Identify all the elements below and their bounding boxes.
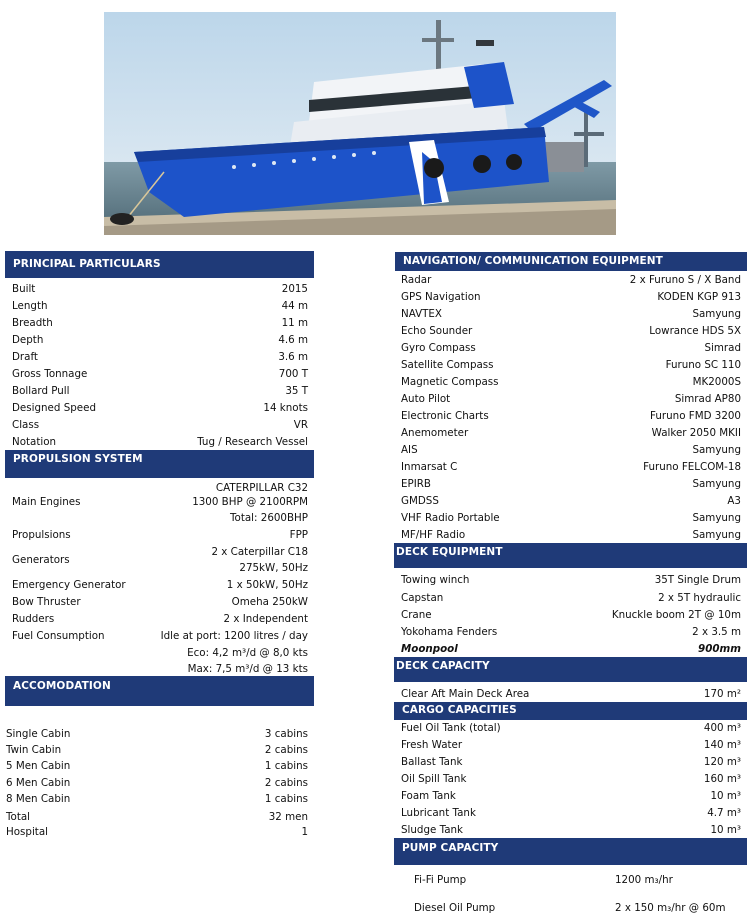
row-value: A3	[727, 495, 741, 507]
accommodation-row	[6, 825, 308, 839]
row-label: Sludge Tank	[401, 824, 463, 836]
row-value: 3 cabins	[264, 728, 308, 740]
propulsion-row	[12, 578, 308, 592]
row-value: Omeha 250kW	[231, 596, 308, 608]
row-label: Satellite Compass	[401, 359, 494, 371]
principal-row	[12, 367, 308, 381]
row-label: Fuel Consumption	[12, 630, 105, 642]
cargo-row	[401, 738, 741, 752]
cargo-capacities-title: CARGO CAPACITIES	[402, 704, 517, 716]
row-label: Class	[12, 419, 40, 431]
row-label: Hospital	[6, 826, 49, 838]
row-value: 2 x Furuno S / X Band	[629, 274, 741, 286]
row-label: Total	[6, 811, 31, 823]
row-value: 1 x 50kW, 50Hz	[226, 579, 308, 591]
navigation-row	[401, 528, 741, 542]
deck-capacity-title: DECK CAPACITY	[396, 660, 490, 672]
principal-row	[12, 333, 308, 347]
row-label: Oil Spill Tank	[401, 773, 467, 785]
row-value: 35T Single Drum	[654, 574, 741, 586]
row-value: 2 x 150 m₃/hr @ 60m	[615, 902, 726, 914]
main-engines-line-3: Total: 2600BHP	[229, 512, 308, 524]
cargo-row	[401, 721, 741, 735]
row-value: 120 m³	[703, 756, 741, 768]
ship-photo-illustration	[104, 12, 616, 235]
accommodation-row	[6, 727, 308, 741]
row-value: Simrad	[704, 342, 741, 354]
deck-equipment-header	[394, 543, 747, 568]
principal-row	[12, 435, 308, 449]
row-value: 160 m³	[703, 773, 741, 785]
row-value: 1200 m₃/hr	[615, 874, 673, 886]
row-label: Single Cabin	[6, 728, 71, 740]
row-value: 140 m³	[703, 739, 741, 751]
accommodation-header	[5, 676, 314, 706]
deck-equipment-row	[401, 608, 741, 622]
deck-equipment-row	[401, 573, 741, 587]
main-engines-line-1: CATERPILLAR C32	[215, 482, 308, 494]
navigation-row	[401, 358, 741, 372]
row-value: 1 cabins	[264, 760, 308, 772]
row-value: Lowrance HDS 5X	[649, 325, 741, 337]
row-value: 2 cabins	[264, 777, 308, 789]
row-value: 400 m³	[703, 722, 741, 734]
row-value: Knuckle boom 2T @ 10m	[611, 609, 741, 621]
navigation-row	[401, 392, 741, 406]
ship-photo	[104, 12, 616, 235]
navigation-row	[401, 443, 741, 457]
principal-particulars-header	[5, 251, 314, 278]
pump-row	[414, 873, 734, 887]
row-label: Clear Aft Main Deck Area	[401, 688, 530, 700]
row-label: Twin Cabin	[6, 744, 62, 756]
row-label: Bollard Pull	[12, 385, 70, 397]
cargo-row	[401, 789, 741, 803]
row-value: 11 m	[281, 317, 308, 329]
principal-row	[12, 316, 308, 330]
row-value: 3.6 m	[278, 351, 308, 363]
row-label: Rudders	[12, 613, 55, 625]
row-label: Fi-Fi Pump	[414, 874, 467, 886]
row-value: 10 m³	[710, 790, 741, 802]
cargo-capacities-header	[394, 702, 747, 720]
generators-line-2: 275kW, 50Hz	[239, 562, 308, 574]
row-value: 900mm	[698, 643, 741, 655]
navigation-row	[401, 477, 741, 491]
principal-row	[12, 282, 308, 296]
row-value: 2 x Independent	[223, 613, 308, 625]
fuel-eco-row: Eco: 4,2 m³/d @ 8,0 kts	[187, 647, 308, 659]
row-label: EPIRB	[401, 478, 431, 490]
row-label: Towing winch	[401, 574, 470, 586]
row-value: 10 m³	[710, 824, 741, 836]
row-label: 6 Men Cabin	[6, 777, 71, 789]
row-value: 4.7 m³	[707, 807, 741, 819]
cargo-row	[401, 823, 741, 837]
accommodation-row	[6, 776, 308, 790]
deck-equipment-row	[401, 591, 741, 605]
row-value: 32 men	[268, 811, 308, 823]
row-value: 4.6 m	[278, 334, 308, 346]
row-value: Samyung	[692, 444, 741, 456]
propulsion-row	[12, 612, 308, 626]
row-value: 44 m	[281, 300, 308, 312]
cargo-row	[401, 755, 741, 769]
pump-capacity-title: PUMP CAPACITY	[402, 842, 499, 854]
row-value: 35 T	[285, 385, 308, 397]
row-label: GPS Navigation	[401, 291, 481, 303]
row-label: Diesel Oil Pump	[414, 902, 496, 914]
deck-equipment-row	[401, 625, 741, 639]
row-value: 2 x 3.5 m	[692, 626, 741, 638]
row-label: Foam Tank	[401, 790, 456, 802]
navigation-header	[395, 252, 747, 271]
row-value: Simrad AP80	[674, 393, 741, 405]
propulsion-row	[12, 595, 308, 609]
generators-label-row: Generators	[12, 554, 70, 566]
row-value: Samyung	[692, 512, 741, 524]
cargo-row	[401, 772, 741, 786]
accommodation-row	[6, 759, 308, 773]
row-label: Gross Tonnage	[12, 368, 88, 380]
row-value: Furuno SC 110	[665, 359, 741, 371]
row-value: KODEN KGP 913	[657, 291, 741, 303]
deck-capacity-header	[394, 657, 747, 682]
row-value: 2 cabins	[264, 744, 308, 756]
navigation-row	[401, 341, 741, 355]
row-label: Echo Sounder	[401, 325, 473, 337]
cargo-row	[401, 806, 741, 820]
row-value: Furuno FMD 3200	[650, 410, 741, 422]
row-label: Lubricant Tank	[401, 807, 476, 819]
row-value: Samyung	[692, 478, 741, 490]
row-label: Radar	[401, 274, 432, 286]
propulsion-system-header	[5, 450, 314, 478]
row-value: 2 x 5T hydraulic	[658, 592, 741, 604]
row-value: 1	[301, 826, 308, 838]
navigation-row	[401, 273, 741, 287]
principal-row	[12, 299, 308, 313]
navigation-row	[401, 307, 741, 321]
principal-particulars-title: PRINCIPAL PARTICULARS	[13, 258, 161, 270]
navigation-row	[401, 409, 741, 423]
row-label: Auto Pilot	[401, 393, 451, 405]
propulsions-row: Propulsions FPP	[12, 529, 308, 541]
navigation-row	[401, 375, 741, 389]
accommodation-row	[6, 810, 308, 824]
row-label: Fresh Water	[401, 739, 463, 751]
row-label: Yokohama Fenders	[401, 626, 498, 638]
propulsion-system-title: PROPULSION SYSTEM	[13, 453, 143, 465]
navigation-row	[401, 324, 741, 338]
row-value: Furuno FELCOM-18	[643, 461, 741, 473]
row-label: AIS	[401, 444, 418, 456]
row-label: MF/HF Radio	[401, 529, 466, 541]
row-label: Inmarsat C	[401, 461, 458, 473]
navigation-row	[401, 290, 741, 304]
row-label: Length	[12, 300, 48, 312]
main-engines-label: Main Engines	[12, 496, 81, 508]
row-value: Tug / Research Vessel	[197, 436, 308, 448]
propulsion-row	[12, 629, 308, 643]
navigation-row	[401, 494, 741, 508]
row-label: Magnetic Compass	[401, 376, 499, 388]
main-engines-line-2: 1300 BHP @ 2100RPM	[192, 496, 308, 508]
principal-row	[12, 350, 308, 364]
navigation-row	[401, 511, 741, 525]
row-value: 14 knots	[263, 402, 308, 414]
row-label: NAVTEX	[401, 308, 442, 320]
row-label: Electronic Charts	[401, 410, 489, 422]
row-label: Crane	[401, 609, 432, 621]
row-value: 700 T	[278, 368, 308, 380]
row-label: 5 Men Cabin	[6, 760, 71, 772]
row-value: Samyung	[692, 308, 741, 320]
row-label: Ballast Tank	[401, 756, 463, 768]
navigation-title: NAVIGATION/ COMMUNICATION EQUIPMENT	[403, 255, 663, 267]
accommodation-row	[6, 743, 308, 757]
row-label: Emergency Generator	[12, 579, 126, 591]
principal-row	[12, 401, 308, 415]
fuel-max-row: Max: 7,5 m³/d @ 13 kts	[187, 663, 308, 675]
row-value: Samyung	[692, 529, 741, 541]
principal-row	[12, 418, 308, 432]
row-label: VHF Radio Portable	[401, 512, 500, 524]
row-label: Breadth	[12, 317, 53, 329]
row-label: 8 Men Cabin	[6, 793, 71, 805]
row-label: Gyro Compass	[401, 342, 476, 354]
deck-equipment-row	[401, 642, 741, 656]
row-label: Draft	[12, 351, 38, 363]
row-label: Capstan	[401, 592, 444, 604]
row-label: Moonpool	[401, 643, 458, 655]
row-label: Notation	[12, 436, 57, 448]
row-value: 170 m²	[703, 688, 741, 700]
deck-capacity-row	[401, 687, 741, 701]
row-value: 2015	[281, 283, 308, 295]
row-value: Idle at port: 1200 litres / day	[160, 630, 308, 642]
row-value: 1 cabins	[264, 793, 308, 805]
navigation-row	[401, 426, 741, 440]
row-value: Walker 2050 MKII	[651, 427, 741, 439]
deck-equipment-title: DECK EQUIPMENT	[396, 546, 503, 558]
row-label: Depth	[12, 334, 44, 346]
row-label: Designed Speed	[12, 402, 96, 414]
navigation-row	[401, 460, 741, 474]
row-label: Fuel Oil Tank (total)	[401, 722, 501, 734]
row-value: MK2000S	[692, 376, 741, 388]
accommodation-title: ACCOMODATION	[13, 680, 111, 692]
pump-row	[414, 901, 734, 915]
principal-row	[12, 384, 308, 398]
pump-capacity-header	[394, 838, 747, 865]
row-label: Built	[12, 283, 36, 295]
generators-line-1: 2 x Caterpillar C18	[211, 546, 308, 558]
row-label: GMDSS	[401, 495, 439, 507]
accommodation-row	[6, 792, 308, 806]
row-label: Anemometer	[401, 427, 469, 439]
row-value: VR	[293, 419, 308, 431]
row-label: Bow Thruster	[12, 596, 81, 608]
